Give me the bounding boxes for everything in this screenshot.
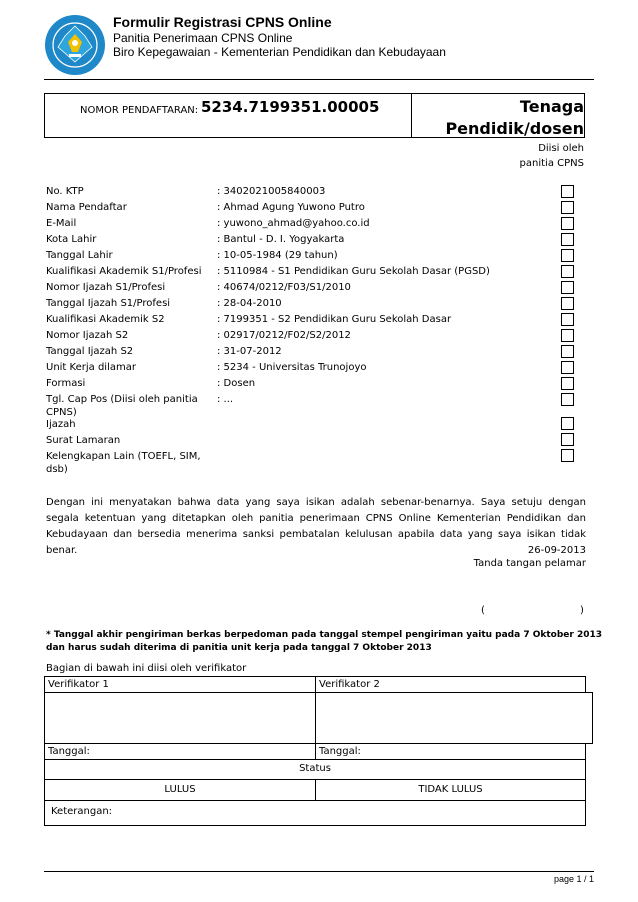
field-label: Formasi [46,378,86,389]
field-value: : 5110984 - S1 Pendidikan Guru Sekolah Dasar (PGSD) [217,266,490,277]
header-divider [44,79,594,80]
signature-date: 26-09-2013 [527,545,586,556]
filled-by-note [520,141,584,171]
footer-divider [44,871,594,872]
verifier-1-signature-area[interactable] [44,692,316,744]
field-label: Tgl. Cap Pos (Diisi oleh panitia CPNS) [46,394,198,418]
verification-checkbox[interactable] [561,329,574,342]
registration-box-divider [411,93,412,138]
deadline-note-line1: * Tanggal akhir pengiriman berkas berpedoman pada tanggal stempel pengiriman yaitu pada 7 Oktober 2013 [46,630,603,640]
field-value: : 02917/0212/F02/S2/2012 [217,330,351,341]
position-type-line2: Pendidik/dosen [445,119,584,138]
field-value: : Ahmad Agung Yuwono Putro [217,202,365,213]
page-number: page 1 / 1 [553,874,594,884]
registration-number: 5234.7199351.00005 [201,98,380,116]
field-label: Nomor Ijazah S2 [46,330,129,341]
field-value: : Bantul - D. I. Yogyakarta [217,234,345,245]
deadline-note-line2: dan harus sudah diterima di panitia unit kerja pada tanggal 7 Oktober 2013 [46,643,432,653]
verifier-2-header [315,676,586,693]
field-value: : 3402021005840003 [217,186,326,197]
committee-name: Panitia Penerimaan CPNS Online [113,31,293,45]
status-fail-cell[interactable] [315,779,586,801]
status-pass-label: LULUS [164,784,196,795]
signature-paren-open: ( [481,605,485,616]
field-value: : ... [217,394,234,405]
position-type-line1: Tenaga [519,97,584,116]
status-label: Status [299,763,331,774]
field-label: Tanggal Lahir [46,250,113,261]
field-label: Ijazah [46,419,76,430]
field-label: Kelengkapan Lain (TOEFL, SIM, dsb) [46,451,201,475]
field-label: Kualifikasi Akademik S1/Profesi [46,266,202,277]
field-label: Nama Pendaftar [46,202,127,213]
verifier-2-signature-area[interactable] [315,692,593,744]
notes-label: Keterangan: [51,806,113,817]
verification-checkbox[interactable] [561,297,574,310]
verification-checkbox[interactable] [561,433,574,446]
bureau-name: Biro Kepegawaian - Kementerian Pendidikan dan Kebudayaan [113,45,446,59]
verification-checkbox[interactable] [561,377,574,390]
verifier-intro: Bagian di bawah ini diisi oleh verifikator [46,663,247,674]
declaration-statement: Dengan ini menyatakan bahwa data yang saya isikan adalah sebenar-benarnya. Saya setuju dengan segala ketentuan yang ditetapkan oleh panitia penerimaan CPNS Online Kementerian Pendidikan dan Kebudayaan dan bersedia menerima sanksi pembatalan kelulusan apabila data yang saya isikan tidak benar. [46,497,586,556]
status-pass-cell[interactable] [44,779,316,801]
field-value: : 40674/0212/F03/S1/2010 [217,282,351,293]
field-label: Kualifikasi Akademik S2 [46,314,165,325]
verifier-2-date-label: Tanggal: [319,746,361,757]
field-label: Unit Kerja dilamar [46,362,136,373]
verifier-1-date-label: Tanggal: [48,746,90,757]
verification-checkbox[interactable] [561,201,574,214]
signature-label: Tanda tangan pelamar [473,558,586,569]
field-value: : 7199351 - S2 Pendidikan Guru Sekolah Dasar [217,314,452,325]
verification-checkbox[interactable] [561,449,574,462]
field-label: Kota Lahir [46,234,97,245]
verifier-1-header [44,676,316,693]
field-label: Tanggal Ijazah S2 [46,346,134,357]
position-type [445,96,584,140]
verification-checkbox[interactable] [561,233,574,246]
field-value: : 10-05-1984 (29 tahun) [217,250,338,261]
field-value: : 5234 - Universitas Trunojoyo [217,362,367,373]
registration-label: NOMOR PENDAFTARAN: [80,105,199,116]
logo-emblem-icon [44,14,106,76]
verification-checkbox[interactable] [561,217,574,230]
field-label: E-Mail [46,218,77,229]
verification-checkbox[interactable] [561,313,574,326]
notes-cell[interactable] [44,800,586,826]
field-value: : 31-07-2012 [217,346,282,357]
logo [44,14,106,76]
field-label: No. KTP [46,186,84,197]
status-header [44,759,586,780]
verification-checkbox[interactable] [561,393,574,406]
verifier-2-label: Verifikator 2 [319,679,380,690]
filled-by-line2: panitia CPNS [519,158,584,169]
verification-checkbox[interactable] [561,417,574,430]
field-label: Tanggal Ijazah S1/Profesi [46,298,171,309]
signature-paren-close: ) [580,605,584,616]
form-title: Formulir Registrasi CPNS Online [113,14,332,30]
verification-checkbox[interactable] [561,185,574,198]
verification-checkbox[interactable] [561,249,574,262]
verifier-1-date-cell[interactable] [44,743,316,760]
verification-checkbox[interactable] [561,281,574,294]
field-value: : yuwono_ahmad@yahoo.co.id [217,218,370,229]
field-label: Nomor Ijazah S1/Profesi [46,282,166,293]
verification-checkbox[interactable] [561,265,574,278]
verifier-1-label: Verifikator 1 [48,679,109,690]
status-fail-label: TIDAK LULUS [418,784,483,795]
verification-checkbox[interactable] [561,361,574,374]
field-value: : 28-04-2010 [217,298,282,309]
field-label: Surat Lamaran [46,435,121,446]
filled-by-line1: Diisi oleh [538,143,584,154]
verification-checkbox[interactable] [561,345,574,358]
verifier-2-date-cell[interactable] [315,743,586,760]
field-value: : Dosen [217,378,256,389]
